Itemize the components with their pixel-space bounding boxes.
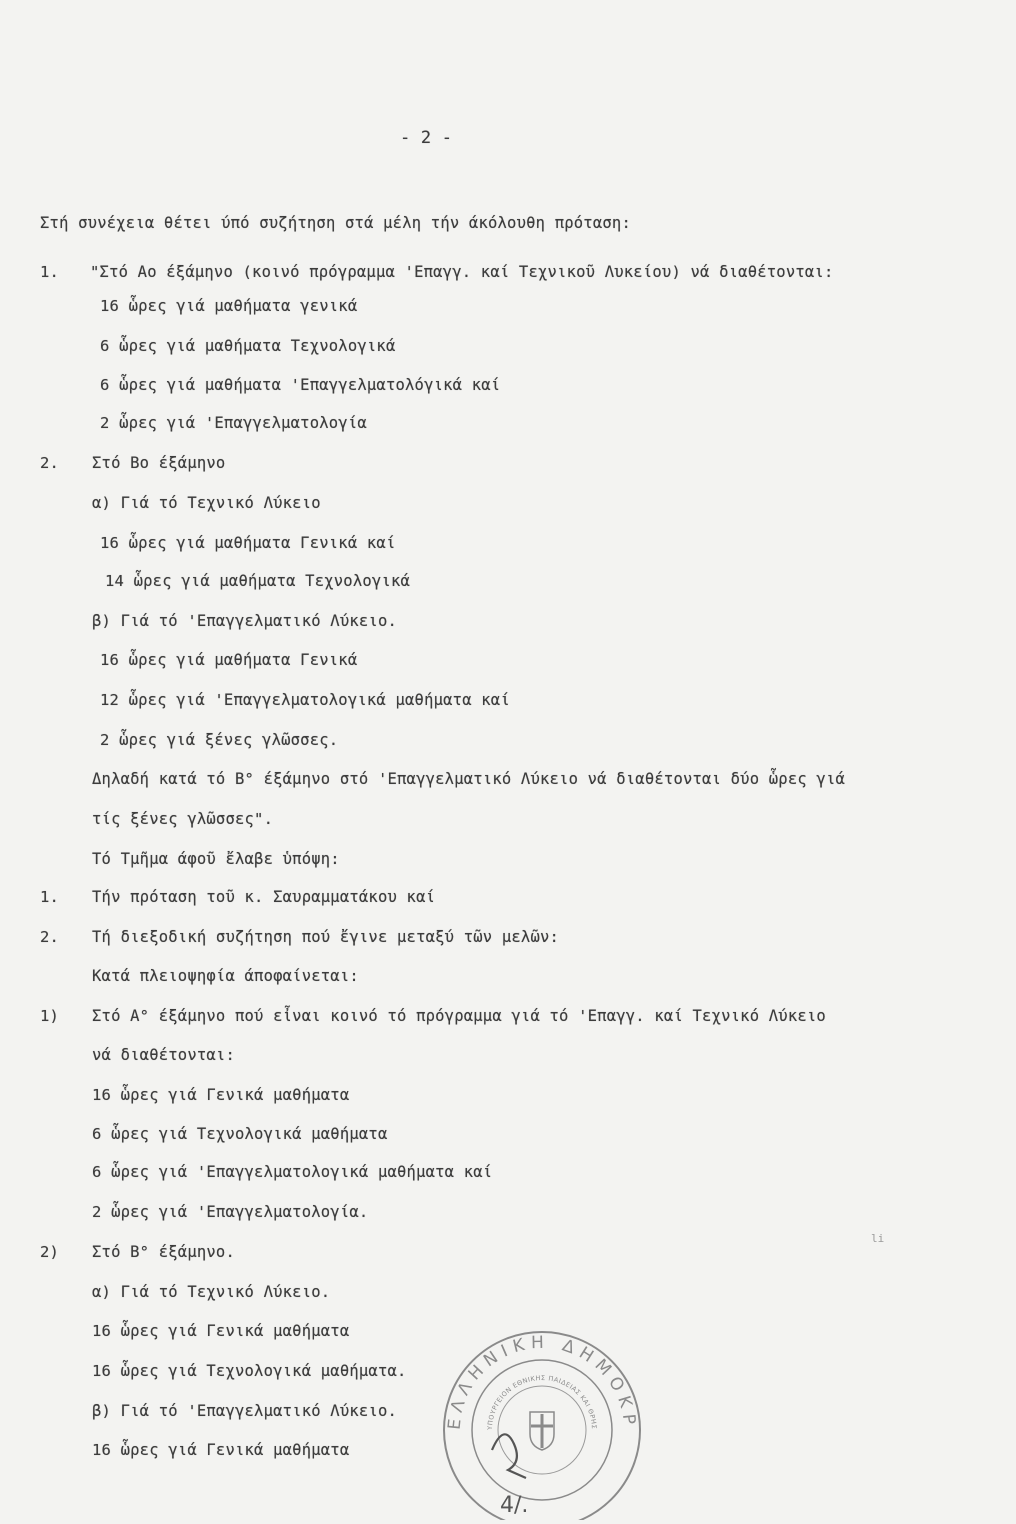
item-number: 2. — [40, 454, 60, 472]
decision-item: Στό Α° έξάμηνο πού εἶναι κοινό τό πρόγραμμα γιά τό 'Επαγγ. καί Τεχνικό Λύκειο — [92, 1007, 826, 1025]
semester-heading: Στό Βο έξάμηνο — [92, 454, 226, 472]
hours-line: 16 ὧρες γιά μαθήματα γενικά — [100, 297, 358, 315]
hours-line: 16 ὧρες γιά Γενικά μαθήματα — [92, 1441, 350, 1459]
seal-icon — [430, 1330, 650, 1520]
hours-line: 6 ὧρες γιά μαθήματα 'Επαγγελματολόγικά καί — [100, 376, 501, 394]
considered-line: Τή διεξοδική συζήτηση πού ἔγινε μεταξύ τῶν μελῶν: — [92, 928, 560, 946]
hours-line: 16 ὧρες γιά Γενικά μαθήματα — [92, 1322, 350, 1340]
intro-line: Στή συνέχεια θέτει ύπό συζήτηση στά μέλη τήν άκόλουθη πρόταση: — [40, 214, 631, 232]
subheading: α) Γιά τό Τεχνικό Λύκειο — [92, 494, 321, 512]
hours-line: 16 ὧρες γιά μαθήματα Γενικά καί — [100, 534, 396, 552]
official-stamp — [430, 1330, 650, 1520]
stamp-outer-text: ΕΛΛΗΝΙΚΗ ΔΗΜΟΚΡ — [444, 1332, 640, 1432]
stamp-inner-text: ΥΠΟΥΡΓΕΙΟΝ ΕΘΝΙΚΗΣ ΠΑΙΔΕΙΑΣ ΚΑΙ ΘΡΗΣ — [485, 1373, 599, 1431]
hours-line: 16 ὧρες γιά Γενικά μαθήματα — [92, 1086, 350, 1104]
item-number: 1. — [40, 263, 60, 281]
hours-line: 6 ὧρες γιά μαθήματα Τεχνολογικά — [100, 337, 396, 355]
semester-heading: Στό Β° έξάμηνο. — [92, 1243, 235, 1261]
subheading: β) Γιά τό 'Επαγγελματικό Λύκειο. — [92, 612, 398, 630]
item-number: 1) — [40, 1007, 60, 1025]
hours-line: 2 ὧρες γιά ξένες γλῶσσες. — [100, 731, 339, 749]
summary-line: Δηλαδή κατά τό Β° έξάμηνο στό 'Επαγγελματικό Λύκειο νά διαθέτονται δύο ὧρες γιά — [92, 770, 846, 788]
hours-line: 12 ὧρες γιά 'Επαγγελματολογικά μαθήματα καί — [100, 691, 510, 709]
margin-mark: li — [871, 1232, 885, 1245]
signature-mark: 4/. — [500, 1493, 529, 1518]
item-number: 2. — [40, 928, 60, 946]
summary-line: τίς ξένες γλῶσσες". — [92, 810, 274, 828]
hours-line: 2 ὧρες γιά 'Επαγγελματολογία — [100, 414, 367, 432]
decision-line: Κατά πλειοψηφία άποφαίνεται: — [92, 967, 359, 985]
item-number: 1. — [40, 888, 60, 906]
page-number: - 2 - — [400, 128, 453, 148]
item-number: 2) — [40, 1243, 60, 1261]
hours-line: 6 ὧρες γιά 'Επαγγελματολογικά μαθήματα καί — [92, 1163, 493, 1181]
hours-line: 2 ὧρες γιά 'Επαγγελματολογία. — [92, 1203, 369, 1221]
section-line: Τό Τμῆμα άφοῦ ἔλαβε ὑπόψη: — [92, 850, 340, 868]
subheading: β) Γιά τό 'Επαγγελματικό Λύκειο. — [92, 1402, 398, 1420]
hours-line: 6 ὧρες γιά Τεχνολογικά μαθήματα — [92, 1125, 388, 1143]
hours-line: 16 ὧρες γιά Τεχνολογικά μαθήματα. — [92, 1362, 407, 1380]
considered-line: Τήν πρόταση τοῦ κ. Σαυραμματάκου καί — [92, 888, 436, 906]
decision-item: νά διαθέτονται: — [92, 1046, 235, 1064]
subheading: α) Γιά τό Τεχνικό Λύκειο. — [92, 1283, 331, 1301]
proposal-line: "Στό Αο έξάμηνο (κοινό πρόγραμμα 'Επαγγ. καί Τεχνικοῦ Λυκείου) νά διαθέτονται: — [90, 263, 834, 281]
hours-line: 16 ὧρες γιά μαθήματα Γενικά — [100, 651, 358, 669]
hours-line: 14 ὧρες γιά μαθήματα Τεχνολογικά — [105, 572, 411, 590]
